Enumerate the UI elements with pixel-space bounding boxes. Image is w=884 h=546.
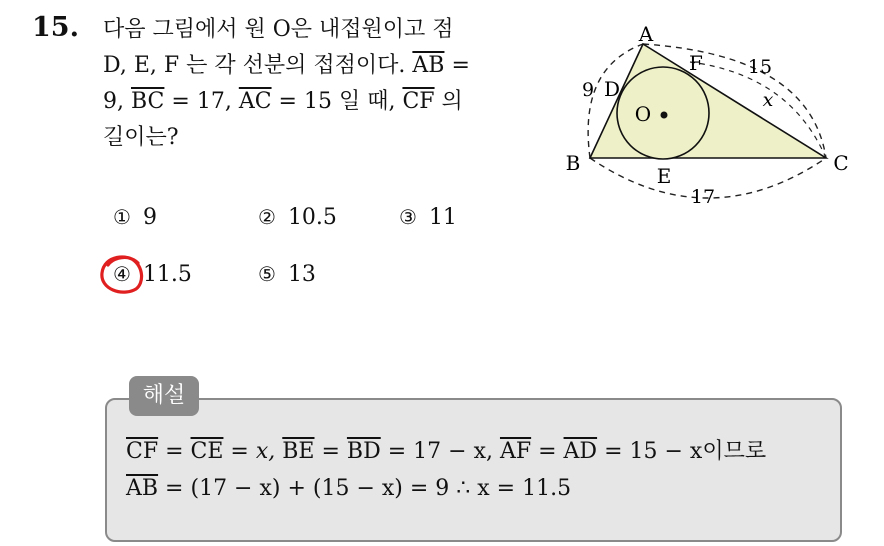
sol-text-6: = 15 − x xyxy=(597,439,703,464)
choice-4-mark: ④ xyxy=(113,262,131,286)
sol-text-7: 이므로 xyxy=(702,439,767,464)
question-line-2 xyxy=(103,48,543,84)
solution-box xyxy=(105,398,842,542)
question-line-3-mid1: = 17, xyxy=(164,89,239,114)
label-f: F xyxy=(689,51,703,75)
label-d: D xyxy=(603,77,621,101)
question-line-2-post: = xyxy=(444,53,470,78)
sol-seg-cf: $\overline{CF}$ xyxy=(126,439,159,464)
choice-5[interactable] xyxy=(258,262,316,287)
choice-3-mark: ③ xyxy=(399,205,417,229)
sol-text-4: = 17 − x, xyxy=(380,439,500,464)
sol-text-8: = (17 − x) + (15 − x) = 9 ∴ x = 11.5 xyxy=(158,476,572,501)
choice-1-value: 9 xyxy=(142,205,157,230)
question-line-3 xyxy=(103,84,543,120)
choice-5-value: 13 xyxy=(287,262,316,287)
question-line-4: 길이는? xyxy=(103,125,179,150)
choice-5-mark: ⑤ xyxy=(258,262,276,286)
sol-seg-ce: $\overline{CE}$ xyxy=(190,439,224,464)
solution-line-1 xyxy=(126,434,766,465)
sol-text-3: = xyxy=(314,439,347,464)
label-o: O xyxy=(634,102,652,126)
choice-3-value: 11 xyxy=(428,205,457,230)
segment-bc: $\overline{BC}$ xyxy=(130,89,165,114)
sol-seg-af: $\overline{AF}$ xyxy=(499,439,532,464)
choice-3[interactable] xyxy=(399,205,457,230)
answer-circle-mark xyxy=(98,253,146,297)
choice-2-value: 10.5 xyxy=(287,205,337,230)
length-bc: 17 xyxy=(690,186,716,208)
sol-seg-bd: $\overline{BD}$ xyxy=(346,439,381,464)
label-e: E xyxy=(656,164,672,188)
segment-ac: $\overline{AC}$ xyxy=(238,89,272,114)
sol-seg-ad: $\overline{AD}$ xyxy=(563,439,598,464)
length-cf: x xyxy=(762,89,774,111)
choice-1-mark: ① xyxy=(113,205,131,229)
center-point-o xyxy=(661,112,668,119)
question-line-1: 다음 그림에서 원 O은 내접원이고 점 xyxy=(103,17,454,42)
sol-seg-be: $\overline{BE}$ xyxy=(282,439,315,464)
question-number: 15. xyxy=(32,12,79,43)
sol-text-5: = xyxy=(531,439,564,464)
solution-tag: 해설 xyxy=(129,376,199,416)
question-text xyxy=(103,12,543,156)
question-line-3-pre: 9, xyxy=(103,89,131,114)
label-a: A xyxy=(638,22,654,46)
sol-seg-ab: $\overline{AB}$ xyxy=(126,476,159,501)
question-line-3-mid2: = 15 일 때, xyxy=(271,89,403,114)
length-ac: 15 xyxy=(747,56,773,78)
choice-1[interactable] xyxy=(113,205,157,230)
choice-2[interactable] xyxy=(258,205,337,230)
segment-ab: $\overline{AB}$ xyxy=(412,53,445,78)
incircle-triangle-figure xyxy=(548,10,884,215)
sol-text-2: = x, xyxy=(223,439,283,464)
sol-text-1: = xyxy=(158,439,191,464)
choice-2-mark: ② xyxy=(258,205,276,229)
solution-line-2 xyxy=(126,476,571,501)
question-line-2-pre: D, E, F 는 각 선분의 접점이다. xyxy=(103,53,413,78)
choice-4-value: 11.5 xyxy=(142,262,192,287)
label-c: C xyxy=(833,151,849,175)
label-b: B xyxy=(565,151,581,175)
length-ab: 9 xyxy=(581,79,595,101)
segment-cf: $\overline{CF}$ xyxy=(402,89,435,114)
question-line-3-post: 의 xyxy=(434,89,463,114)
